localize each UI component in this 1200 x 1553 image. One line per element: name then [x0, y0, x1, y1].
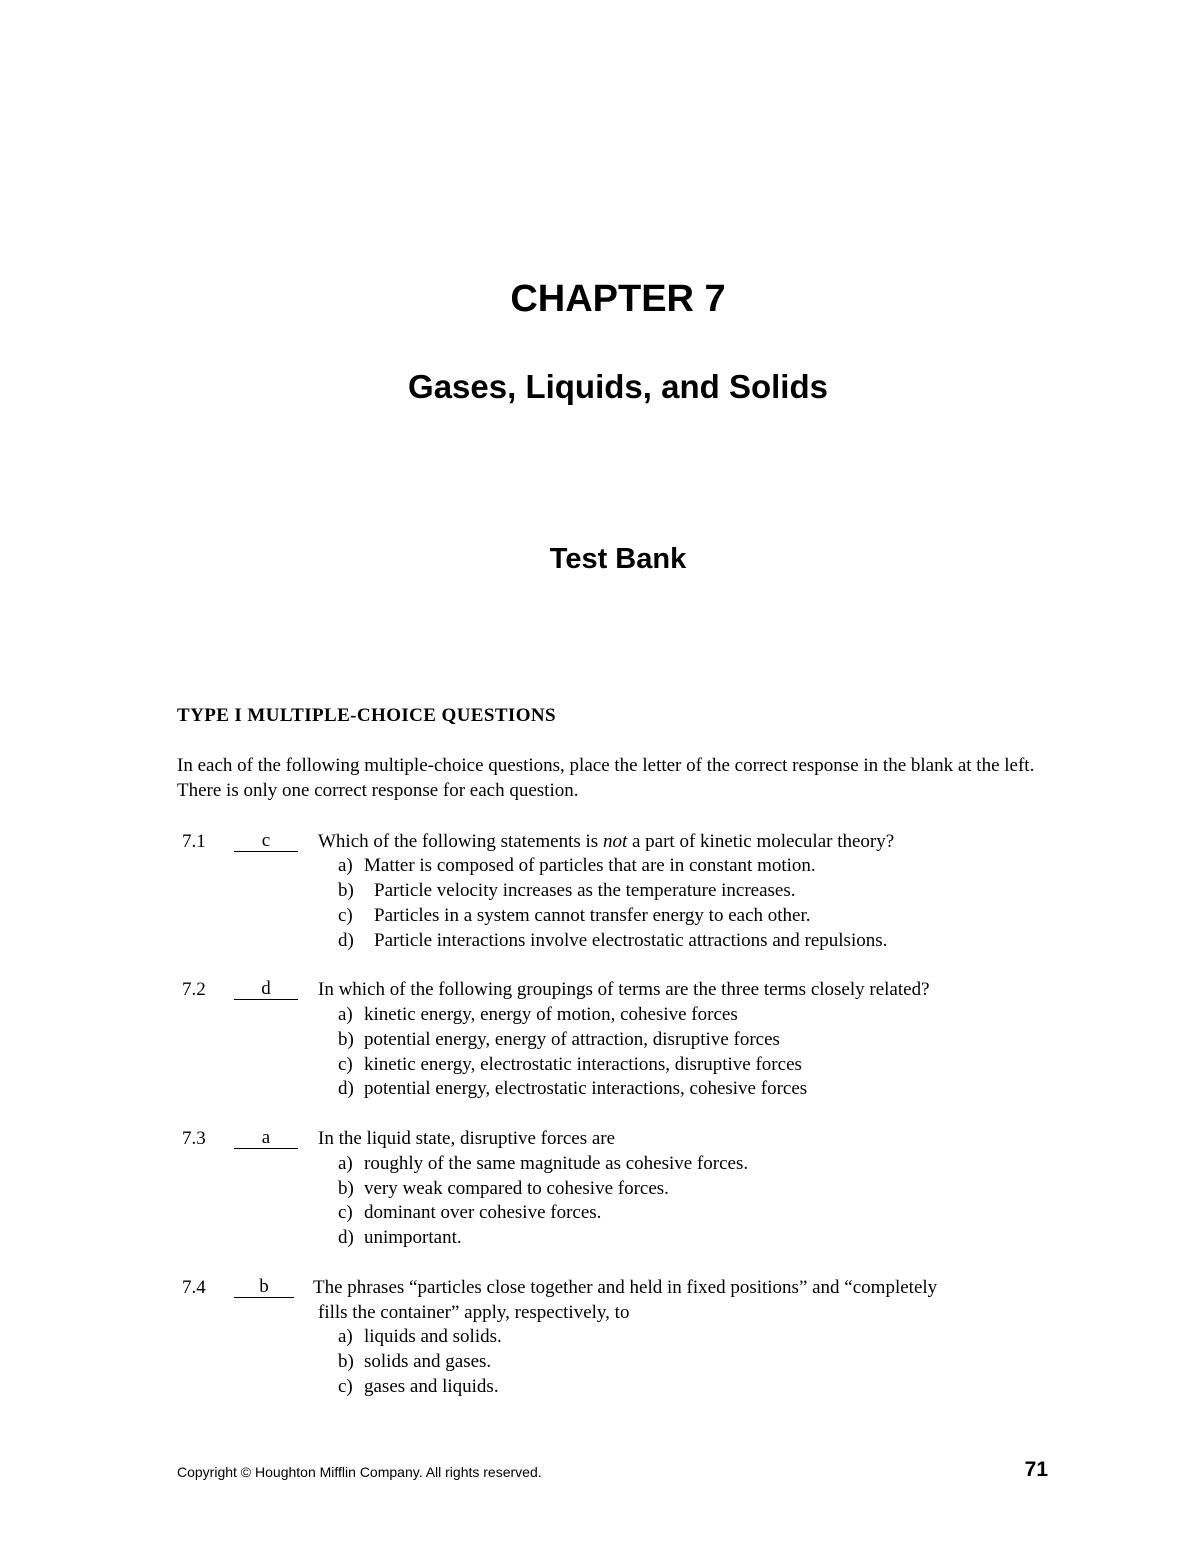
option-letter: a) — [338, 855, 353, 876]
option-text: kinetic energy, energy of motion, cohesive forces — [364, 1004, 738, 1025]
question-text — [318, 829, 894, 854]
option-text: Particle interactions involve electrostatic attractions and repulsions. — [374, 930, 888, 951]
option-text: potential energy, energy of attraction, disruptive forces — [364, 1029, 780, 1050]
question-text: In the liquid state, disruptive forces are — [318, 1128, 616, 1149]
option-letter: d) — [338, 930, 354, 951]
option-text: unimportant. — [364, 1227, 462, 1248]
option-text: Matter is composed of particles that are in constant motion. — [364, 855, 816, 876]
question-text-line-1: The phrases “particles close together and held in fixed positions” and “completely — [313, 1277, 938, 1298]
option-letter: b) — [338, 1178, 354, 1199]
option-text: kinetic energy, electrostatic interactions, disruptive forces — [364, 1054, 802, 1075]
chapter-title: CHAPTER 7 — [510, 278, 726, 320]
option-text: liquids and solids. — [364, 1326, 502, 1347]
footer-copyright: Copyright © Houghton Mifflin Company. All rights reserved. — [177, 1464, 542, 1480]
option-letter: d) — [338, 1227, 354, 1248]
option-letter: c) — [338, 905, 353, 926]
instructions-paragraph: In each of the following multiple-choice questions, place the letter of the correct response in the blank at the left. There is only one correct response for each question. — [177, 755, 1035, 801]
option-text: Particle velocity increases as the temperature increases. — [374, 880, 796, 901]
chapter-subtitle: Gases, Liquids, and Solids — [408, 368, 828, 405]
section-heading: TYPE I MULTIPLE-CHOICE QUESTIONS — [177, 705, 556, 726]
option-letter: b) — [338, 1029, 354, 1050]
option-text: potential energy, electrostatic interactions, cohesive forces — [364, 1078, 808, 1099]
option-text: roughly of the same magnitude as cohesive forces. — [364, 1153, 749, 1174]
option-letter: a) — [338, 1004, 353, 1025]
answer-blank: d — [234, 979, 298, 1000]
question-text: In which of the following groupings of terms are the three terms closely related? — [318, 979, 930, 1000]
answer-blank: c — [234, 831, 298, 852]
question-number: 7.4 — [182, 1277, 206, 1298]
question-text-emphasis: not — [602, 831, 628, 852]
option-text: dominant over cohesive forces. — [364, 1202, 602, 1223]
question-text-line-2: fills the container” apply, respectively, to — [318, 1302, 630, 1323]
option-letter: b) — [338, 880, 354, 901]
option-letter: c) — [338, 1202, 353, 1223]
option-text: very weak compared to cohesive forces. — [364, 1178, 669, 1199]
option-letter: a) — [338, 1153, 353, 1174]
option-letter: c) — [338, 1054, 353, 1075]
option-letter: b) — [338, 1351, 354, 1372]
question-number: 7.2 — [182, 979, 206, 1000]
option-text: solids and gases. — [364, 1351, 492, 1372]
option-letter: a) — [338, 1326, 353, 1347]
question-number: 7.1 — [182, 831, 206, 852]
answer-blank: b — [234, 1277, 294, 1298]
option-text: gases and liquids. — [364, 1376, 499, 1397]
answer-blank: a — [234, 1128, 298, 1149]
question-number: 7.3 — [182, 1128, 206, 1149]
test-bank-heading: Test Bank — [549, 543, 687, 575]
option-text: Particles in a system cannot transfer energy to each other. — [374, 905, 811, 926]
question-text-part: a part of kinetic molecular theory? — [627, 831, 895, 852]
option-letter: c) — [338, 1376, 353, 1397]
question-text-part: Which of the following statements is — [318, 831, 603, 852]
option-letter: d) — [338, 1078, 354, 1099]
page-number: 71 — [1024, 1458, 1048, 1481]
